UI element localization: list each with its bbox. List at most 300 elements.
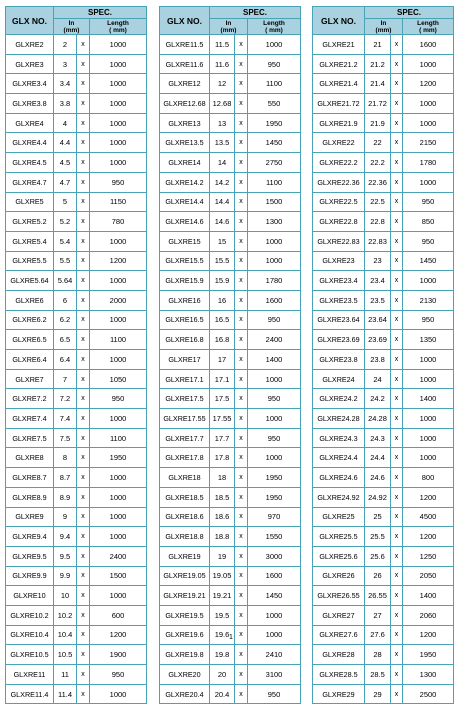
table-row xyxy=(313,212,454,232)
times-symbol-cell: x xyxy=(391,468,403,488)
diameter-cell: 5.64 xyxy=(54,271,77,291)
part-number-cell: GLXRE6.2 xyxy=(6,310,54,330)
part-number-cell: GLXRE23.69 xyxy=(313,330,365,350)
part-number-cell: GLXRE29 xyxy=(313,684,365,704)
part-number-cell: GLXRE10.5 xyxy=(6,645,54,665)
diameter-cell: 22.2 xyxy=(365,153,391,173)
header-in-mm: In (mm) xyxy=(54,19,90,35)
diameter-cell: 14.6 xyxy=(210,212,235,232)
times-symbol-cell: x xyxy=(77,448,90,468)
diameter-cell: 6.4 xyxy=(54,350,77,370)
length-cell: 4500 xyxy=(403,507,454,527)
part-number-cell: GLXRE9.9 xyxy=(6,566,54,586)
table-row xyxy=(313,330,454,350)
part-number-cell: GLXRE3 xyxy=(6,54,54,74)
header-spec: SPEC. xyxy=(54,7,147,19)
length-cell: 1450 xyxy=(248,133,301,153)
times-symbol-cell: x xyxy=(235,231,248,251)
diameter-cell: 19.5 xyxy=(210,605,235,625)
times-symbol-cell: x xyxy=(391,684,403,704)
times-symbol-cell: x xyxy=(235,172,248,192)
part-number-cell: GLXRE15.5 xyxy=(160,251,210,271)
table-row xyxy=(160,310,301,330)
table-row xyxy=(313,566,454,586)
length-cell: 1000 xyxy=(90,350,147,370)
diameter-cell: 22 xyxy=(365,133,391,153)
part-number-cell: GLXRE7.5 xyxy=(6,428,54,448)
times-symbol-cell: x xyxy=(391,113,403,133)
times-symbol-cell: x xyxy=(235,546,248,566)
times-symbol-cell: x xyxy=(77,271,90,291)
times-symbol-cell: x xyxy=(235,251,248,271)
length-cell: 1000 xyxy=(248,605,301,625)
part-number-cell: GLXRE4.7 xyxy=(6,172,54,192)
part-number-cell: GLXRE17.8 xyxy=(160,448,210,468)
times-symbol-cell: x xyxy=(391,35,403,55)
part-number-cell: GLXRE13 xyxy=(160,113,210,133)
length-cell: 1000 xyxy=(90,507,147,527)
times-symbol-cell: x xyxy=(391,448,403,468)
table-row xyxy=(313,645,454,665)
length-cell: 780 xyxy=(90,212,147,232)
table-row xyxy=(6,350,147,370)
length-cell: 1950 xyxy=(248,487,301,507)
times-symbol-cell: x xyxy=(235,527,248,547)
diameter-cell: 19.8 xyxy=(210,645,235,665)
header-glx-no: GLX NO. xyxy=(160,7,210,35)
times-symbol-cell: x xyxy=(235,330,248,350)
times-symbol-cell: x xyxy=(235,94,248,114)
diameter-cell: 8 xyxy=(54,448,77,468)
header-spec: SPEC. xyxy=(210,7,301,19)
length-cell: 1000 xyxy=(90,271,147,291)
table-row xyxy=(160,74,301,94)
table-row xyxy=(6,133,147,153)
table-row xyxy=(160,54,301,74)
part-number-cell: GLXRE23.4 xyxy=(313,271,365,291)
diameter-cell: 4.5 xyxy=(54,153,77,173)
table-row xyxy=(6,231,147,251)
spec-table-3 xyxy=(312,6,454,704)
times-symbol-cell: x xyxy=(391,605,403,625)
times-symbol-cell: x xyxy=(77,487,90,507)
part-number-cell: GLXRE16.5 xyxy=(160,310,210,330)
length-cell: 1000 xyxy=(403,172,454,192)
diameter-cell: 21.72 xyxy=(365,94,391,114)
diameter-cell: 7.4 xyxy=(54,409,77,429)
length-cell: 1000 xyxy=(90,586,147,606)
table-row xyxy=(313,389,454,409)
diameter-cell: 26.55 xyxy=(365,586,391,606)
part-number-cell: GLXRE24 xyxy=(313,369,365,389)
times-symbol-cell: x xyxy=(235,153,248,173)
length-cell: 950 xyxy=(90,389,147,409)
part-number-cell: GLXRE14 xyxy=(160,153,210,173)
times-symbol-cell: x xyxy=(77,35,90,55)
length-cell: 2150 xyxy=(403,133,454,153)
table-row xyxy=(6,172,147,192)
part-number-cell: GLXRE25 xyxy=(313,507,365,527)
diameter-cell: 17.55 xyxy=(210,409,235,429)
table-row xyxy=(313,684,454,704)
times-symbol-cell: x xyxy=(391,212,403,232)
diameter-cell: 2 xyxy=(54,35,77,55)
table-row xyxy=(6,271,147,291)
times-symbol-cell: x xyxy=(235,665,248,685)
length-cell: 2400 xyxy=(248,330,301,350)
part-number-cell: GLXRE5.64 xyxy=(6,271,54,291)
times-symbol-cell: x xyxy=(235,645,248,665)
times-symbol-cell: x xyxy=(77,409,90,429)
times-symbol-cell: x xyxy=(77,645,90,665)
part-number-cell: GLXRE19.05 xyxy=(160,566,210,586)
times-symbol-cell: x xyxy=(77,330,90,350)
table-row xyxy=(160,212,301,232)
table-row xyxy=(160,113,301,133)
header-glx-no: GLX NO. xyxy=(6,7,54,35)
diameter-cell: 17.7 xyxy=(210,428,235,448)
diameter-cell: 16 xyxy=(210,290,235,310)
diameter-cell: 21.4 xyxy=(365,74,391,94)
length-cell: 1450 xyxy=(248,586,301,606)
length-cell: 2050 xyxy=(403,566,454,586)
table-row xyxy=(160,605,301,625)
diameter-cell: 20.4 xyxy=(210,684,235,704)
times-symbol-cell: x xyxy=(77,350,90,370)
table-row xyxy=(160,546,301,566)
length-cell: 1950 xyxy=(248,113,301,133)
table-row xyxy=(6,153,147,173)
times-symbol-cell: x xyxy=(391,350,403,370)
times-symbol-cell: x xyxy=(77,527,90,547)
length-cell: 1950 xyxy=(403,645,454,665)
part-number-cell: GLXRE22.2 xyxy=(313,153,365,173)
length-cell: 600 xyxy=(90,605,147,625)
times-symbol-cell: x xyxy=(235,35,248,55)
part-number-cell: GLXRE24.2 xyxy=(313,389,365,409)
part-number-cell: GLXRE14.4 xyxy=(160,192,210,212)
times-symbol-cell: x xyxy=(391,74,403,94)
length-cell: 950 xyxy=(90,172,147,192)
length-cell: 1000 xyxy=(248,369,301,389)
diameter-cell: 9 xyxy=(54,507,77,527)
times-symbol-cell: x xyxy=(235,605,248,625)
part-number-cell: GLXRE26 xyxy=(313,566,365,586)
length-cell: 2000 xyxy=(90,290,147,310)
table-row xyxy=(6,290,147,310)
part-number-cell: GLXRE8 xyxy=(6,448,54,468)
times-symbol-cell: x xyxy=(391,369,403,389)
diameter-cell: 23.64 xyxy=(365,310,391,330)
part-number-cell: GLXRE17.55 xyxy=(160,409,210,429)
length-cell: 1200 xyxy=(403,625,454,645)
length-cell: 1000 xyxy=(403,113,454,133)
diameter-cell: 3.8 xyxy=(54,94,77,114)
times-symbol-cell: x xyxy=(235,625,248,645)
length-cell: 1000 xyxy=(248,409,301,429)
length-cell: 1000 xyxy=(90,133,147,153)
diameter-cell: 23.4 xyxy=(365,271,391,291)
table-row xyxy=(6,566,147,586)
part-number-cell: GLXRE9.5 xyxy=(6,546,54,566)
table-row xyxy=(313,605,454,625)
diameter-cell: 17 xyxy=(210,350,235,370)
length-cell: 2500 xyxy=(403,684,454,704)
table-row xyxy=(313,192,454,212)
part-number-cell: GLXRE5.4 xyxy=(6,231,54,251)
times-symbol-cell: x xyxy=(77,251,90,271)
length-cell: 1000 xyxy=(90,468,147,488)
part-number-cell: GLXRE24.92 xyxy=(313,487,365,507)
diameter-cell: 13 xyxy=(210,113,235,133)
times-symbol-cell: x xyxy=(391,153,403,173)
times-symbol-cell: x xyxy=(77,468,90,488)
table-row xyxy=(313,527,454,547)
length-cell: 850 xyxy=(403,212,454,232)
part-number-cell: GLXRE11 xyxy=(6,665,54,685)
length-cell: 1600 xyxy=(403,35,454,55)
length-cell: 1500 xyxy=(90,566,147,586)
times-symbol-cell: x xyxy=(391,487,403,507)
part-number-cell: GLXRE21.4 xyxy=(313,74,365,94)
part-number-cell: GLXRE5.2 xyxy=(6,212,54,232)
length-cell: 950 xyxy=(248,54,301,74)
length-cell: 1950 xyxy=(90,448,147,468)
diameter-cell: 28.5 xyxy=(365,665,391,685)
times-symbol-cell: x xyxy=(391,94,403,114)
table-row xyxy=(160,684,301,704)
diameter-cell: 21 xyxy=(365,35,391,55)
length-cell: 1000 xyxy=(90,310,147,330)
table-row xyxy=(6,251,147,271)
part-number-cell: GLXRE5.5 xyxy=(6,251,54,271)
diameter-cell: 15 xyxy=(210,231,235,251)
times-symbol-cell: x xyxy=(391,645,403,665)
times-symbol-cell: x xyxy=(77,605,90,625)
table-row xyxy=(313,74,454,94)
table-row xyxy=(160,487,301,507)
diameter-cell: 9.5 xyxy=(54,546,77,566)
length-cell: 950 xyxy=(248,684,301,704)
length-cell: 1100 xyxy=(248,74,301,94)
length-cell: 1150 xyxy=(90,192,147,212)
diameter-cell: 24.4 xyxy=(365,448,391,468)
table-row xyxy=(6,605,147,625)
part-number-cell: GLXRE17.1 xyxy=(160,369,210,389)
length-cell: 2410 xyxy=(248,645,301,665)
diameter-cell: 10.4 xyxy=(54,625,77,645)
header-length-mm: Length ( mm) xyxy=(90,19,147,35)
times-symbol-cell: x xyxy=(235,468,248,488)
diameter-cell: 25.5 xyxy=(365,527,391,547)
part-number-cell: GLXRE5 xyxy=(6,192,54,212)
diameter-cell: 4 xyxy=(54,113,77,133)
diameter-cell: 19 xyxy=(210,546,235,566)
times-symbol-cell: x xyxy=(77,369,90,389)
table-row xyxy=(6,389,147,409)
length-cell: 970 xyxy=(248,507,301,527)
table-row xyxy=(160,133,301,153)
part-number-cell: GLXRE12.68 xyxy=(160,94,210,114)
length-cell: 1250 xyxy=(403,546,454,566)
diameter-cell: 10 xyxy=(54,586,77,606)
part-number-cell: GLXRE20.4 xyxy=(160,684,210,704)
diameter-cell: 3.4 xyxy=(54,74,77,94)
part-number-cell: GLXRE16 xyxy=(160,290,210,310)
table-row xyxy=(6,212,147,232)
times-symbol-cell: x xyxy=(235,586,248,606)
part-number-cell: GLXRE9.4 xyxy=(6,527,54,547)
table-row xyxy=(313,507,454,527)
length-cell: 2400 xyxy=(90,546,147,566)
times-symbol-cell: x xyxy=(77,665,90,685)
table-row xyxy=(6,527,147,547)
table-row xyxy=(313,290,454,310)
times-symbol-cell: x xyxy=(391,54,403,74)
part-number-cell: GLXRE25.5 xyxy=(313,527,365,547)
part-number-cell: GLXRE4 xyxy=(6,113,54,133)
diameter-cell: 11 xyxy=(54,665,77,685)
length-cell: 1300 xyxy=(248,212,301,232)
diameter-cell: 8.9 xyxy=(54,487,77,507)
table-row xyxy=(160,153,301,173)
length-cell: 1000 xyxy=(403,271,454,291)
part-number-cell: GLXRE18.5 xyxy=(160,487,210,507)
times-symbol-cell: x xyxy=(391,172,403,192)
times-symbol-cell: x xyxy=(391,566,403,586)
length-cell: 1000 xyxy=(248,35,301,55)
length-cell: 1400 xyxy=(403,586,454,606)
length-cell: 1200 xyxy=(90,251,147,271)
diameter-cell: 22.83 xyxy=(365,231,391,251)
length-cell: 950 xyxy=(248,310,301,330)
times-symbol-cell: x xyxy=(77,74,90,94)
diameter-cell: 9.9 xyxy=(54,566,77,586)
table-row xyxy=(313,428,454,448)
times-symbol-cell: x xyxy=(391,133,403,153)
diameter-cell: 14.4 xyxy=(210,192,235,212)
length-cell: 1500 xyxy=(248,192,301,212)
times-symbol-cell: x xyxy=(77,290,90,310)
times-symbol-cell: x xyxy=(391,625,403,645)
part-number-cell: GLXRE4.5 xyxy=(6,153,54,173)
part-number-cell: GLXRE3.4 xyxy=(6,74,54,94)
times-symbol-cell: x xyxy=(77,54,90,74)
times-symbol-cell: x xyxy=(77,507,90,527)
diameter-cell: 11.5 xyxy=(210,35,235,55)
part-number-cell: GLXRE24.3 xyxy=(313,428,365,448)
diameter-cell: 23.5 xyxy=(365,290,391,310)
table-row xyxy=(313,94,454,114)
part-number-cell: GLXRE23.5 xyxy=(313,290,365,310)
diameter-cell: 6.2 xyxy=(54,310,77,330)
part-number-cell: GLXRE17 xyxy=(160,350,210,370)
diameter-cell: 19.21 xyxy=(210,586,235,606)
table-row xyxy=(313,251,454,271)
diameter-cell: 11.6 xyxy=(210,54,235,74)
times-symbol-cell: x xyxy=(77,153,90,173)
part-number-cell: GLXRE24.6 xyxy=(313,468,365,488)
table-row xyxy=(160,172,301,192)
part-number-cell: GLXRE6 xyxy=(6,290,54,310)
length-cell: 1400 xyxy=(248,350,301,370)
length-cell: 1550 xyxy=(248,527,301,547)
diameter-cell: 4.7 xyxy=(54,172,77,192)
part-number-cell: GLXRE12 xyxy=(160,74,210,94)
length-cell: 2750 xyxy=(248,153,301,173)
table-row xyxy=(6,546,147,566)
length-cell: 1900 xyxy=(90,645,147,665)
table-row xyxy=(6,35,147,55)
diameter-cell: 21.2 xyxy=(365,54,391,74)
length-cell: 1000 xyxy=(403,409,454,429)
times-symbol-cell: x xyxy=(235,54,248,74)
part-number-cell: GLXRE23.8 xyxy=(313,350,365,370)
times-symbol-cell: x xyxy=(391,428,403,448)
times-symbol-cell: x xyxy=(235,113,248,133)
times-symbol-cell: x xyxy=(391,507,403,527)
times-symbol-cell: x xyxy=(235,507,248,527)
length-cell: 1000 xyxy=(90,153,147,173)
length-cell: 950 xyxy=(403,310,454,330)
length-cell: 2130 xyxy=(403,290,454,310)
part-number-cell: GLXRE6.5 xyxy=(6,330,54,350)
length-cell: 950 xyxy=(248,389,301,409)
table-row xyxy=(6,330,147,350)
times-symbol-cell: x xyxy=(235,566,248,586)
diameter-cell: 24 xyxy=(365,369,391,389)
table-row xyxy=(313,153,454,173)
times-symbol-cell: x xyxy=(235,448,248,468)
part-number-cell: GLXRE19.6 xyxy=(160,625,210,645)
diameter-cell: 26 xyxy=(365,566,391,586)
diameter-cell: 23.8 xyxy=(365,350,391,370)
diameter-cell: 22.8 xyxy=(365,212,391,232)
length-cell: 1000 xyxy=(403,54,454,74)
part-number-cell: GLXRE14.6 xyxy=(160,212,210,232)
times-symbol-cell: x xyxy=(391,192,403,212)
part-number-cell: GLXRE11.4 xyxy=(6,684,54,704)
diameter-cell: 23 xyxy=(365,251,391,271)
part-number-cell: GLXRE22.83 xyxy=(313,231,365,251)
part-number-cell: GLXRE17.5 xyxy=(160,389,210,409)
part-number-cell: GLXRE7.2 xyxy=(6,389,54,409)
diameter-cell: 15.9 xyxy=(210,271,235,291)
diameter-cell: 18.5 xyxy=(210,487,235,507)
length-cell: 2060 xyxy=(403,605,454,625)
length-cell: 1000 xyxy=(403,369,454,389)
header-in-mm: In (mm) xyxy=(210,19,248,35)
diameter-cell: 20 xyxy=(210,665,235,685)
part-number-cell: GLXRE15 xyxy=(160,231,210,251)
times-symbol-cell: x xyxy=(77,546,90,566)
part-number-cell: GLXRE27 xyxy=(313,605,365,625)
part-number-cell: GLXRE14.2 xyxy=(160,172,210,192)
table-row xyxy=(6,507,147,527)
table-row xyxy=(160,231,301,251)
table-row xyxy=(313,310,454,330)
length-cell: 1450 xyxy=(403,251,454,271)
length-cell: 1000 xyxy=(403,428,454,448)
header-glx-no: GLX NO. xyxy=(313,7,365,35)
table-row xyxy=(160,665,301,685)
times-symbol-cell: x xyxy=(235,133,248,153)
times-symbol-cell: x xyxy=(391,310,403,330)
diameter-cell: 24.92 xyxy=(365,487,391,507)
part-number-cell: GLXRE22.5 xyxy=(313,192,365,212)
part-number-cell: GLXRE22.36 xyxy=(313,172,365,192)
times-symbol-cell: x xyxy=(77,133,90,153)
